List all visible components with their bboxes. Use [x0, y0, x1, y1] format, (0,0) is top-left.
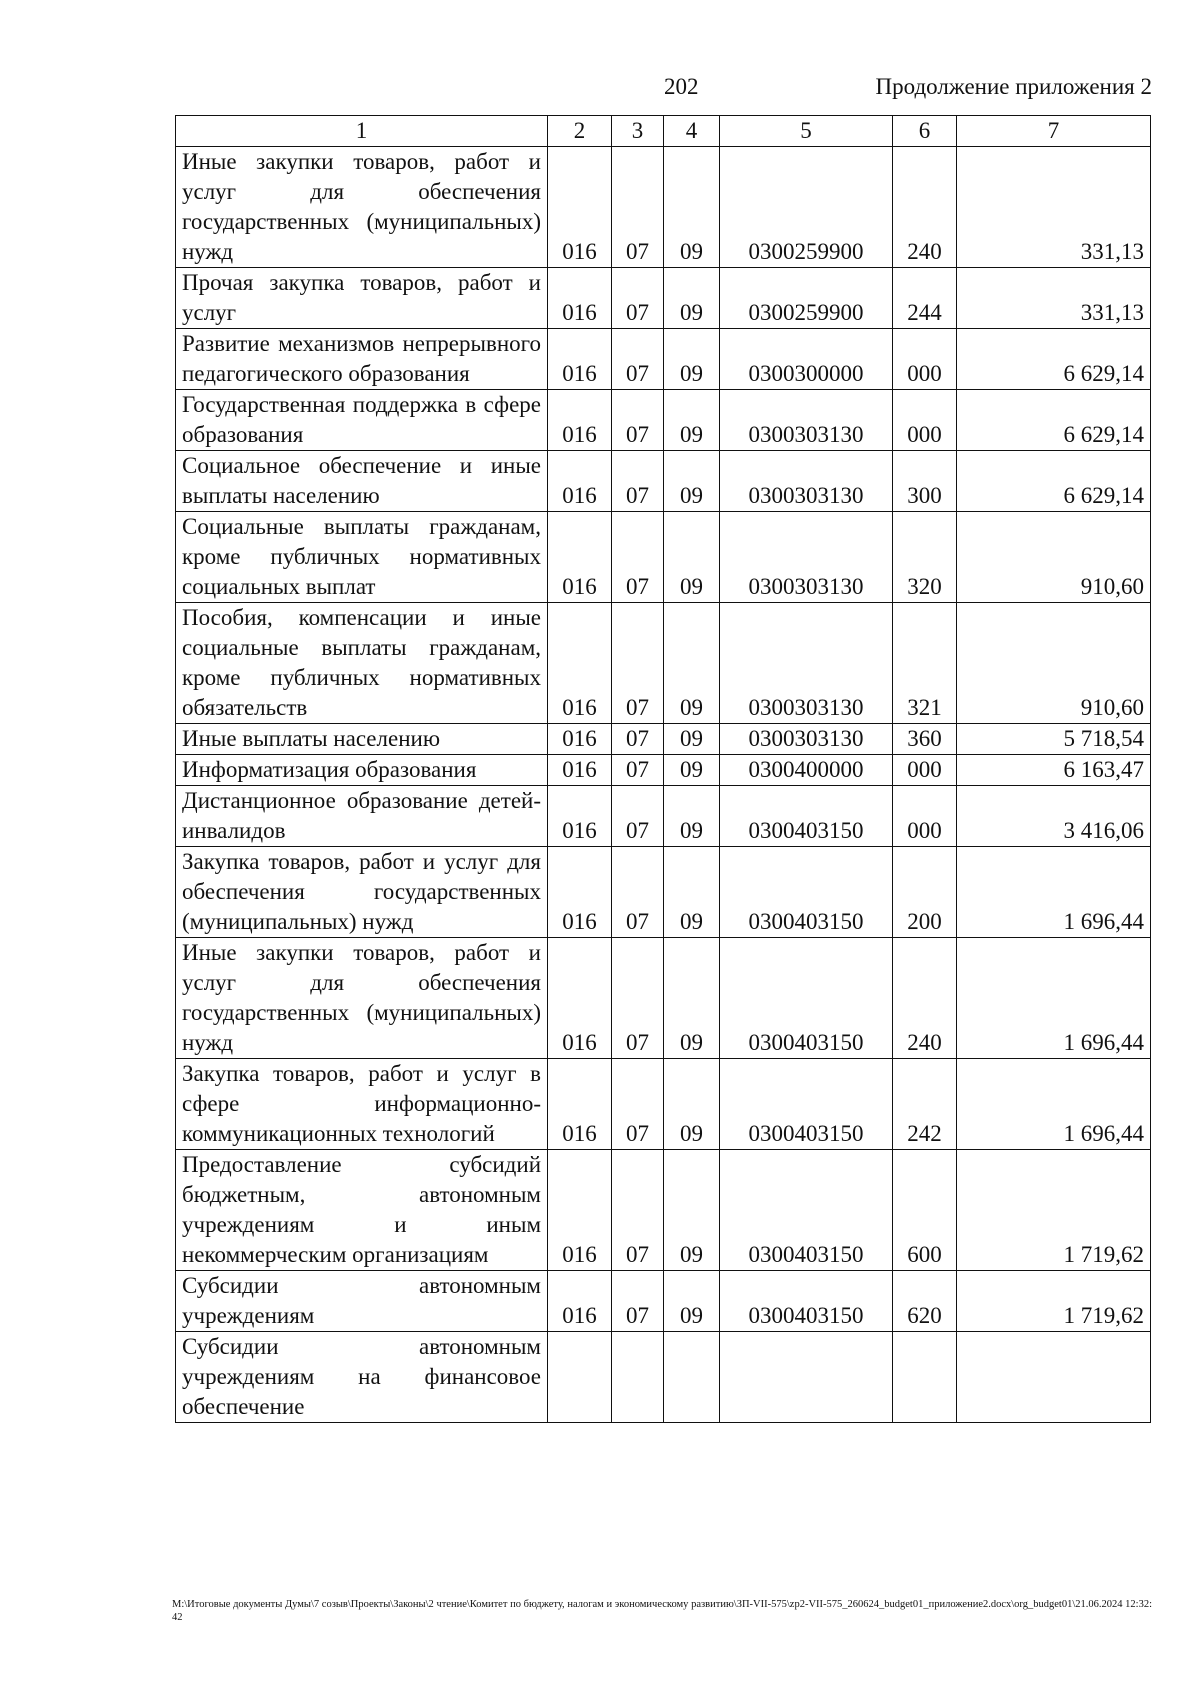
cell-subsection-code: 09 [664, 847, 720, 938]
cell-expense-type-code: 240 [893, 938, 957, 1059]
cell-section-code: 07 [612, 147, 664, 268]
cell-item-name: Иные закупки товаров, работ и услуг для обеспечения государственных (муниципальных) нужд [176, 147, 548, 268]
cell-amount: 331,13 [957, 147, 1151, 268]
cell-section-code: 07 [612, 724, 664, 755]
column-header-1: 1 [176, 116, 548, 147]
cell-item-name: Дистанционное образование детей-инвалидов [176, 786, 548, 847]
cell-item-name: Закупка товаров, работ и услуг в сфере информационно-коммуникационных технологий [176, 1059, 548, 1150]
cell-amount: 6 629,14 [957, 390, 1151, 451]
cell-subsection-code: 09 [664, 451, 720, 512]
table-row [176, 147, 1151, 268]
table-row [176, 512, 1151, 603]
table-row [176, 938, 1151, 1059]
cell-target-article-code: 0300303130 [720, 512, 893, 603]
cell-section-code: 07 [612, 938, 664, 1059]
column-header-5: 5 [720, 116, 893, 147]
cell-subsection-code: 09 [664, 1271, 720, 1332]
cell-amount: 3 416,06 [957, 786, 1151, 847]
cell-expense-type-code: 000 [893, 390, 957, 451]
cell-target-article-code: 0300403150 [720, 847, 893, 938]
cell-subsection-code: 09 [664, 603, 720, 724]
cell-ministry-code: 016 [548, 603, 612, 724]
cell-item-name: Социальные выплаты гражданам, кроме публичных нормативных социальных выплат [176, 512, 548, 603]
cell-target-article-code: 0300259900 [720, 268, 893, 329]
cell-item-name: Субсидии автономным учреждениям [176, 1271, 548, 1332]
cell-item-name: Закупка товаров, работ и услуг для обеспечения государственных (муниципальных) нужд [176, 847, 548, 938]
table-row [176, 268, 1151, 329]
cell-amount: 1 696,44 [957, 938, 1151, 1059]
cell-amount: 1 696,44 [957, 1059, 1151, 1150]
cell-target-article-code [720, 1332, 893, 1423]
column-header-2: 2 [548, 116, 612, 147]
cell-subsection-code: 09 [664, 755, 720, 786]
table-row [176, 329, 1151, 390]
cell-item-name: Предоставление субсидий бюджетным, автономным учреждениям и иным некоммерческим организациям [176, 1150, 548, 1271]
cell-expense-type-code: 242 [893, 1059, 957, 1150]
cell-target-article-code: 0300403150 [720, 1150, 893, 1271]
cell-ministry-code: 016 [548, 390, 612, 451]
cell-section-code: 07 [612, 1271, 664, 1332]
cell-section-code: 07 [612, 755, 664, 786]
cell-target-article-code: 0300303130 [720, 724, 893, 755]
cell-target-article-code: 0300403150 [720, 938, 893, 1059]
cell-item-name: Информатизация образования [176, 755, 548, 786]
cell-target-article-code: 0300400000 [720, 755, 893, 786]
cell-amount: 1 719,62 [957, 1150, 1151, 1271]
cell-amount: 910,60 [957, 603, 1151, 724]
cell-target-article-code: 0300300000 [720, 329, 893, 390]
cell-item-name: Пособия, компенсации и иные социальные выплаты гражданам, кроме публичных нормативных обязательств [176, 603, 548, 724]
cell-item-name: Прочая закупка товаров, работ и услуг [176, 268, 548, 329]
cell-expense-type-code: 600 [893, 1150, 957, 1271]
cell-subsection-code: 09 [664, 724, 720, 755]
cell-expense-type-code: 000 [893, 755, 957, 786]
cell-amount [957, 1332, 1151, 1423]
table-row [176, 1332, 1151, 1423]
cell-target-article-code: 0300403150 [720, 786, 893, 847]
cell-expense-type-code: 620 [893, 1271, 957, 1332]
table-row [176, 755, 1151, 786]
table-row [176, 451, 1151, 512]
cell-section-code: 07 [612, 847, 664, 938]
cell-subsection-code: 09 [664, 390, 720, 451]
cell-ministry-code: 016 [548, 329, 612, 390]
cell-amount: 5 718,54 [957, 724, 1151, 755]
cell-expense-type-code: 000 [893, 329, 957, 390]
cell-section-code: 07 [612, 451, 664, 512]
cell-ministry-code: 016 [548, 938, 612, 1059]
column-header-7: 7 [957, 116, 1151, 147]
cell-subsection-code: 09 [664, 786, 720, 847]
budget-table [175, 115, 1151, 1423]
table-header-row [176, 116, 1151, 147]
cell-item-name: Иные выплаты населению [176, 724, 548, 755]
cell-item-name: Государственная поддержка в сфере образования [176, 390, 548, 451]
cell-amount: 331,13 [957, 268, 1151, 329]
cell-subsection-code: 09 [664, 329, 720, 390]
cell-expense-type-code: 244 [893, 268, 957, 329]
cell-target-article-code: 0300303130 [720, 390, 893, 451]
file-path-footer: M:\Итоговые документы Думы\7 созыв\Проекты\Законы\2 чтение\Комитет по бюджету, налогам и экономическому развитию\ЗП-VII-575\zp2-VII-575_260624_budget01_приложение2.docx\org_budget01\21.06.2024 12:32:42 [172, 1599, 1152, 1623]
table-row [176, 390, 1151, 451]
cell-amount: 6 163,47 [957, 755, 1151, 786]
cell-expense-type-code: 360 [893, 724, 957, 755]
cell-item-name: Иные закупки товаров, работ и услуг для обеспечения государственных (муниципальных) нужд [176, 938, 548, 1059]
cell-section-code: 07 [612, 268, 664, 329]
table-row [176, 603, 1151, 724]
cell-item-name: Субсидии автономным учреждениям на финансовое обеспечение [176, 1332, 548, 1423]
cell-ministry-code: 016 [548, 268, 612, 329]
continuation-label: Продолжение приложения 2 [875, 74, 1152, 99]
cell-expense-type-code: 320 [893, 512, 957, 603]
cell-expense-type-code: 300 [893, 451, 957, 512]
cell-section-code: 07 [612, 390, 664, 451]
table-row [176, 1059, 1151, 1150]
cell-ministry-code: 016 [548, 755, 612, 786]
cell-section-code: 07 [612, 1150, 664, 1271]
cell-expense-type-code: 321 [893, 603, 957, 724]
cell-section-code [612, 1332, 664, 1423]
column-header-3: 3 [612, 116, 664, 147]
cell-ministry-code: 016 [548, 1059, 612, 1150]
cell-item-name: Социальное обеспечение и иные выплаты населению [176, 451, 548, 512]
cell-amount: 6 629,14 [957, 329, 1151, 390]
cell-ministry-code: 016 [548, 847, 612, 938]
cell-expense-type-code: 200 [893, 847, 957, 938]
cell-ministry-code: 016 [548, 1271, 612, 1332]
cell-target-article-code: 0300303130 [720, 603, 893, 724]
column-header-6: 6 [893, 116, 957, 147]
table-header [176, 116, 1151, 147]
cell-target-article-code: 0300303130 [720, 451, 893, 512]
cell-ministry-code: 016 [548, 786, 612, 847]
cell-ministry-code: 016 [548, 724, 612, 755]
page-number: 202 [664, 74, 699, 99]
cell-subsection-code: 09 [664, 1059, 720, 1150]
column-header-4: 4 [664, 116, 720, 147]
cell-section-code: 07 [612, 329, 664, 390]
cell-target-article-code: 0300403150 [720, 1059, 893, 1150]
cell-amount: 1 696,44 [957, 847, 1151, 938]
table-row [176, 1150, 1151, 1271]
table-row [176, 847, 1151, 938]
cell-subsection-code: 09 [664, 268, 720, 329]
cell-amount: 910,60 [957, 512, 1151, 603]
cell-expense-type-code: 000 [893, 786, 957, 847]
cell-amount: 6 629,14 [957, 451, 1151, 512]
cell-ministry-code [548, 1332, 612, 1423]
cell-target-article-code: 0300403150 [720, 1271, 893, 1332]
cell-ministry-code: 016 [548, 451, 612, 512]
cell-ministry-code: 016 [548, 147, 612, 268]
cell-subsection-code: 09 [664, 938, 720, 1059]
cell-ministry-code: 016 [548, 1150, 612, 1271]
cell-section-code: 07 [612, 786, 664, 847]
cell-amount: 1 719,62 [957, 1271, 1151, 1332]
table-row [176, 724, 1151, 755]
cell-subsection-code: 09 [664, 147, 720, 268]
cell-section-code: 07 [612, 512, 664, 603]
cell-section-code: 07 [612, 603, 664, 724]
cell-expense-type-code [893, 1332, 957, 1423]
cell-target-article-code: 0300259900 [720, 147, 893, 268]
table-row [176, 786, 1151, 847]
cell-item-name: Развитие механизмов непрерывного педагогического образования [176, 329, 548, 390]
cell-section-code: 07 [612, 1059, 664, 1150]
cell-subsection-code [664, 1332, 720, 1423]
cell-subsection-code: 09 [664, 1150, 720, 1271]
cell-ministry-code: 016 [548, 512, 612, 603]
cell-expense-type-code: 240 [893, 147, 957, 268]
table-row [176, 1271, 1151, 1332]
table-body [176, 147, 1151, 1423]
cell-subsection-code: 09 [664, 512, 720, 603]
